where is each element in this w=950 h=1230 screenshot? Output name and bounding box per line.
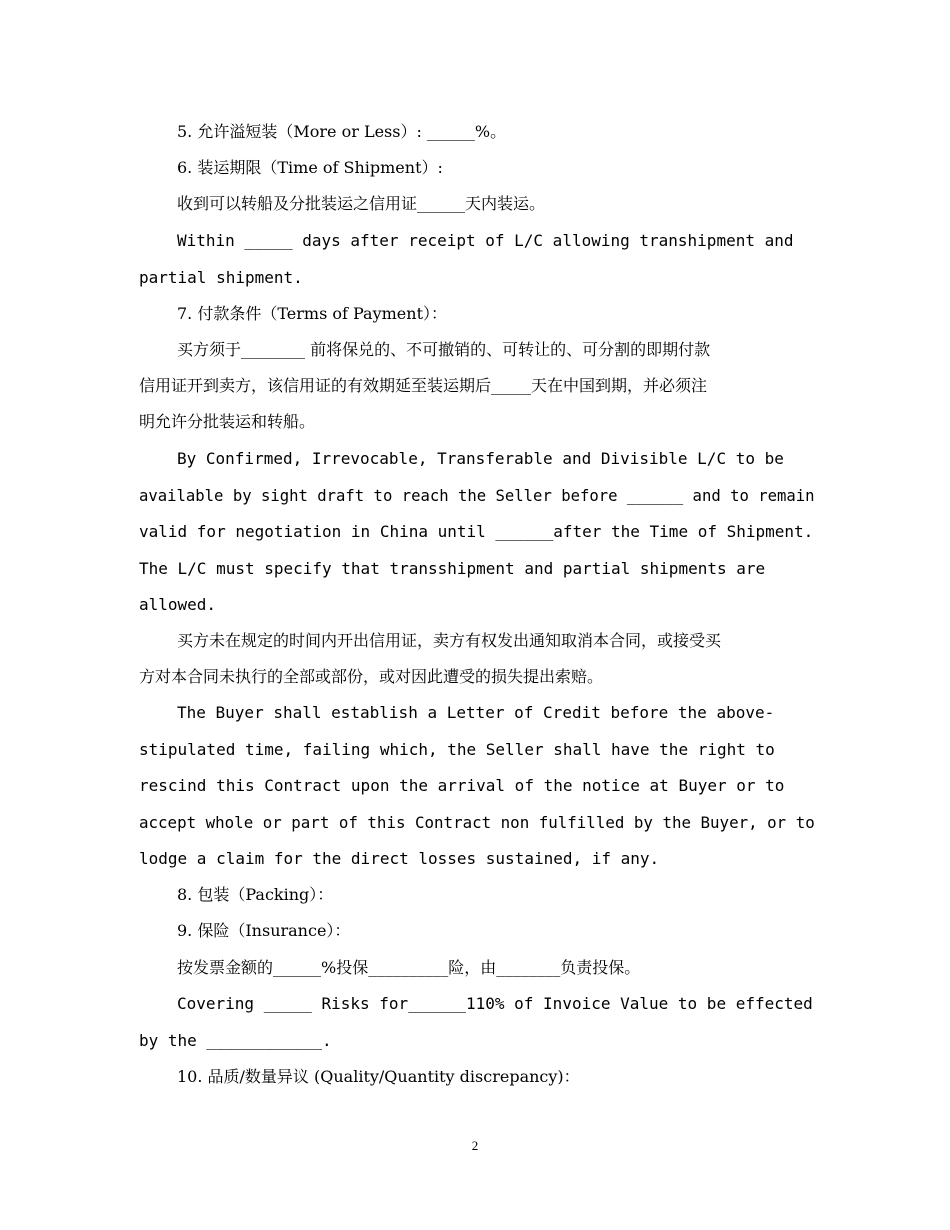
clause-7-heading: 7. 付款条件（Terms of Payment）： (177, 304, 448, 323)
clause-6-heading: 6. 装运期限（Time of Shipment）: (177, 158, 443, 177)
clause-7-chinese-line-1: 买方须于________ 前将保兑的、不可撤销的、可转让的、可分割的即期付款 (177, 340, 711, 359)
clause-10-heading: 10. 品质/数量异议 (Quality/Quantity discrepancy)： (177, 1067, 580, 1086)
clause-8-heading: 8. 包装（Packing）： (177, 885, 334, 904)
lc-failure-chinese-line-1: 买方未在规定的时间内开出信用证，卖方有权发出通知取消本合同，或接受买 (177, 631, 722, 650)
clause-7-chinese-line-3: 明允许分批装运和转船。 (139, 412, 316, 431)
lc-failure-english-line-5: lodge a claim for the direct losses sustained, if any. (139, 849, 660, 868)
clause-7-english-line-5: allowed. (139, 595, 217, 614)
clause-5-heading: 5. 允许溢短装（More or Less）: ______%。 (177, 122, 507, 141)
clause-7-english-line-4: The L/C must specify that transshipment and partial shipments are (139, 559, 766, 578)
clause-6-chinese-text: 收到可以转船及分批装运之信用证______天内装运。 (177, 194, 546, 213)
clause-6-english-line-1: Within _____ days after receipt of L/C allowing transhipment and (177, 231, 794, 250)
lc-failure-english-line-1: The Buyer shall establish a Letter of Credit before the above- (177, 703, 775, 722)
lc-failure-english-line-2: stipulated time, failing which, the Seller shall have the right to (139, 740, 775, 759)
clause-6-english-line-2: partial shipment. (139, 268, 303, 287)
clause-7-english-line-1: By Confirmed, Irrevocable, Transferable and Divisible L/C to be (177, 449, 784, 468)
page-number: 2 (471, 1138, 479, 1153)
clause-9-heading: 9. 保险（Insurance）： (177, 921, 351, 940)
lc-failure-english-line-4: accept whole or part of this Contract non fulfilled by the Buyer, or to (139, 813, 815, 832)
clause-9-english-line-2: by the ____________. (139, 1031, 332, 1050)
clause-9-chinese-text: 按发票金额的______%投保__________险，由________负责投保。 (177, 958, 641, 977)
clause-7-english-line-2: available by sight draft to reach the Seller before ______ and to remain (139, 486, 815, 505)
lc-failure-chinese-line-2: 方对本合同未执行的全部或部份，或对因此遭受的损失提出索赔。 (139, 667, 604, 686)
lc-failure-english-line-3: rescind this Contract upon the arrival of the notice at Buyer or to (139, 776, 785, 795)
clause-7-chinese-line-2: 信用证开到卖方，该信用证的有效期延至装运期后_____天在中国到期，并必须注 (139, 376, 708, 395)
clause-7-english-line-3: valid for negotiation in China until ______after the Time of Shipment. (139, 522, 814, 541)
clause-9-english-line-1: Covering _____ Risks for______110% of Invoice Value to be effected (177, 994, 813, 1013)
